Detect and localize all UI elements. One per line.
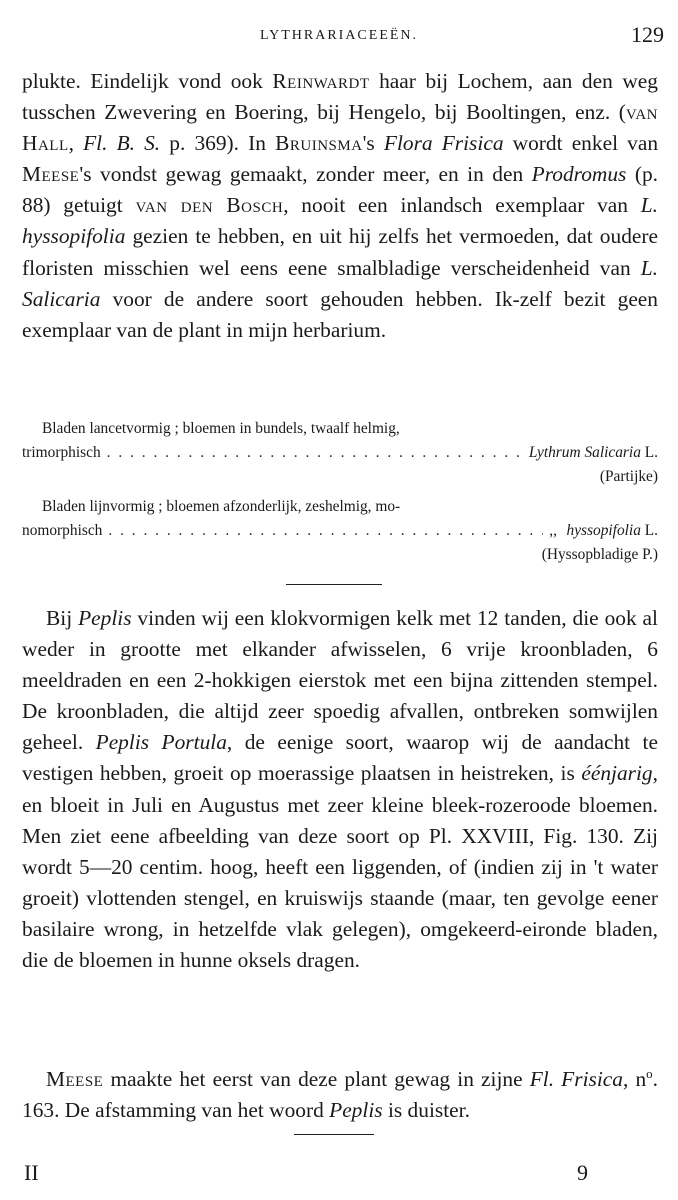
paragraph-meese [22,1058,658,1126]
key-lead-1-continuation: trimorphisch [22,444,101,461]
running-head [0,22,678,48]
text-run: plukte. Eindelijk vond ook [22,69,273,93]
text-run: Bij [46,606,79,630]
work-reference: Fl. Frisica [529,1067,623,1092]
sheet-signature: 9 [577,1160,588,1185]
key-lead-2-result [22,522,658,544]
text-run: 's vondst gewag gemaakt, zonder meer, en in den [79,162,532,187]
text-run: (p. 88) getuigt [22,162,659,218]
text-run: , nooit een inlandsch exemplaar van [283,193,641,218]
text-run: haar bij Lochem, aan den weg tusschen Zwevering en Boering, bij Hengelo, bij Booltingen, enz. ( [22,69,658,125]
taxon-name: L. Salicaria [22,255,658,311]
key-common-name: (Partijke) [599,468,658,485]
key-common-name: (Hyssopbladige P.) [541,546,658,563]
text-run: , en bloeit in Juli en Augustus met zeer kleine bleek-rozeroode bloemen. Men ziet eene afbeelding van deze soort op Pl. XXVIII, Fig. 130. Zij wordt 5—20 centim. hoog, heeft een liggenden, of (indien zij in 't water groeit) vlottenden stengel, en kruiswijs staande (maar, ten gevolge eener basilaire wrong, in hetzelfde vlak gelegen), omgekeerd-eironde bladen, die de bloemen in hunne oksels dragen. [22,761,658,973]
key-author: L. [644,444,658,461]
text-run: , n [622,1067,647,1092]
author-name: van den Bosch [135,193,284,218]
text-run: . 163. De afstamming van het woord [22,1067,659,1123]
work-reference: Fl. B. S. [83,131,161,156]
text-run: , [68,131,84,156]
text-run: voor de andere soort gehouden hebben. Ik-zelf bezit geen exemplaar van de plant in mijn herbarium. [22,286,658,342]
species-key [22,420,658,572]
paragraph-distribution [22,66,658,346]
taxon-name: L. hyssopifolia [22,193,658,249]
genus-name: Peplis [78,606,132,630]
key-lead-1-result [22,444,658,466]
author-name: van Hall [22,100,658,156]
author-name: Reinwardt [272,69,370,93]
key-lead-2-continuation: nomorphisch [22,522,103,539]
text-run: vinden wij een klokvormigen kelk met 12 tanden, die ook al weder in grootte met elkander afwisselen, 6 vrije kroonbladen, 6 meeldraden en een 2-hokkigen eierstok met een bijna zittenden stempel. De kroonbladen, die altijd zeer spoedig afvallen, ontbreken somwijlen geheel. [22,606,658,755]
species-name: Peplis Portula [95,730,227,755]
text-run: is duister. [382,1098,470,1123]
author-name: Meese [22,162,80,187]
volume-signature: II [24,1160,39,1185]
ditto-mark: ,, [549,522,557,539]
text-run: , de eenige soort, waarop wij de aandacht te vestigen hebben, groeit op moerassige plaatsen in heistreken, is [22,730,658,786]
dot-leader [107,444,523,462]
section-divider [286,584,382,585]
text-run: p. 369). In [160,131,276,156]
key-taxon: Lythrum Salicaria [528,444,641,461]
work-reference: Flora Frisica [383,131,504,156]
paragraph-peplis [22,603,658,976]
emphasis: éénjarig [581,761,653,786]
dot-leader [108,522,543,540]
text-run: wordt enkel van [503,131,659,156]
end-divider [294,1134,374,1135]
text-run: maakte het eerst van deze plant gewag in zijne [103,1067,530,1092]
text-run: gezien te hebben, en uit hij zelfs het vermoeden, dat oudere floristen misschien wel eens eene smalbladige verscheidenheid van [22,224,658,280]
genus-name: Peplis [329,1098,383,1123]
key-author: L. [644,522,658,539]
running-title: LYTHRARIACEEËN. [259,28,419,43]
key-taxon: hyssopifolia [566,522,641,539]
superscript: o [646,1066,653,1081]
author-name: Bruinsma [275,131,363,156]
author-name: Meese [46,1067,104,1092]
work-reference: Prodromus [531,162,627,187]
text-run: 's [362,131,384,156]
key-lead-1-description: Bladen lancetvormig ; bloemen in bundels, twaalf helmig, [42,420,400,437]
page-number: 129 [631,22,664,47]
key-lead-2-description: Bladen lijnvormig ; bloemen afzonderlijk, zeshelmig, mo- [42,498,401,515]
